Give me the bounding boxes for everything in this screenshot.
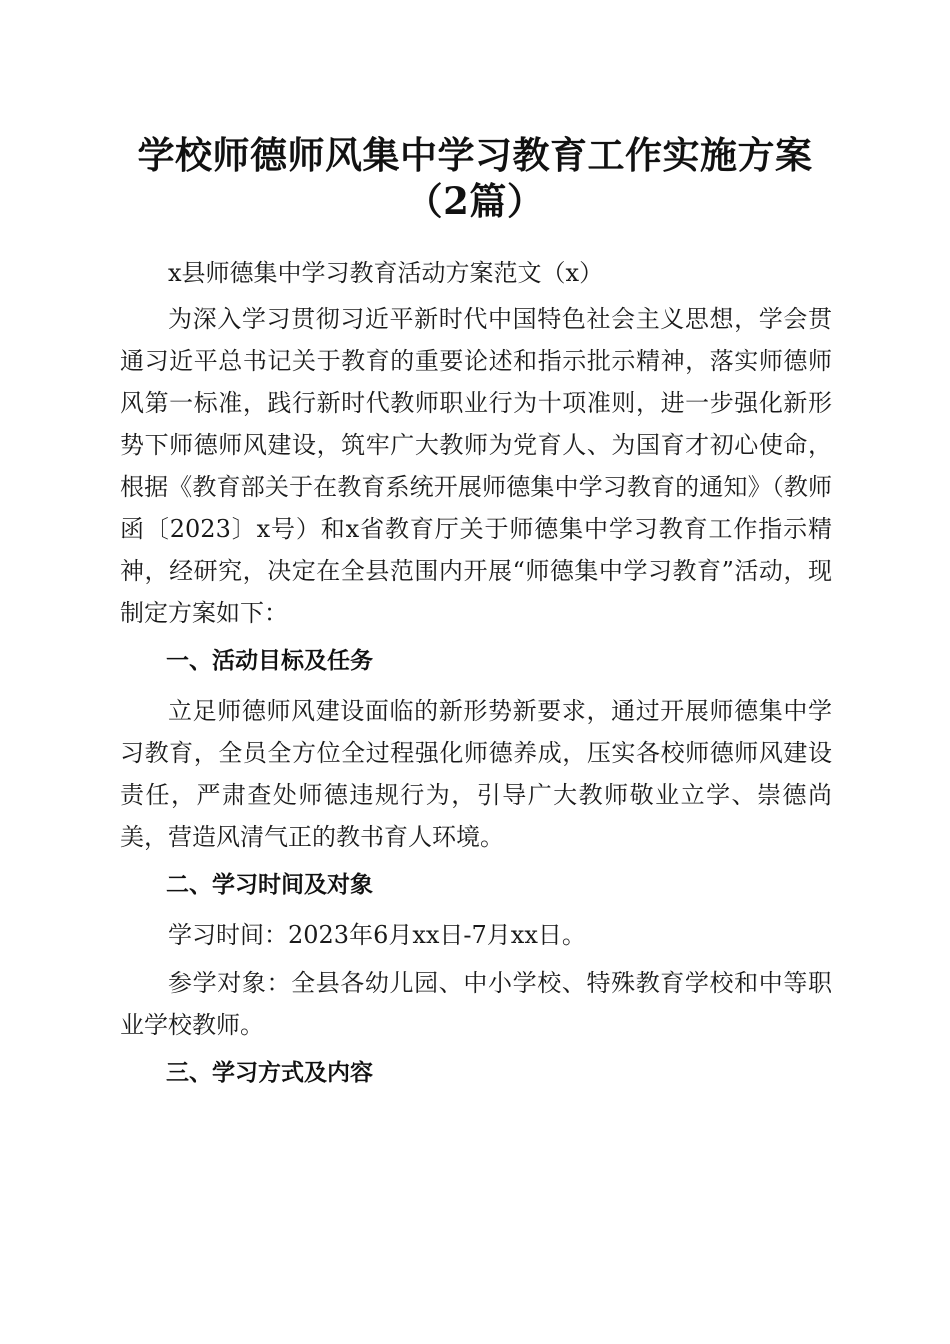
intro-paragraph: 为深入学习贯彻习近平新时代中国特色社会主义思想，学会贯通习近平总书记关于教育的重要论述和指示批示精神，落实师德师风第一标准，践行新时代教师职业行为十项准则，进一步强化新形势下师德师风建设，筑牢广大教师为党育人、为国育才初心使命，根据《教育部关于在教育系统开展师德集中学习教育的通知》（教师函〔2023〕x号）和x省教育厅关于师德集中学习教育工作指示精神，经研究，决定在全县范围内开展“师德集中学习教育”活动，现制定方案如下： <box>120 305 832 627</box>
section-1-heading: 一、活动目标及任务 <box>166 648 373 674</box>
document-body <box>120 252 832 1102</box>
section-2-heading: 二、学习时间及对象 <box>166 872 373 898</box>
study-time-paragraph: 学习时间：2023年6月xx日-7月xx日。 <box>168 921 586 949</box>
section-1-paragraph: 立足师德师风建设面临的新形势新要求，通过开展师德集中学习教育，全员全方位全过程强化师德养成，压实各校师德师风建设责任，严肃查处师德违规行为，引导广大教师敬业立学、崇德尚美，营造风清气正的教书育人环境。 <box>120 697 832 851</box>
document-title: 学校师德师风集中学习教育工作实施方案（2篇） <box>137 133 813 223</box>
participants-paragraph: 参学对象：全县各幼儿园、中小学校、特殊教育学校和中等职业学校教师。 <box>120 969 832 1039</box>
section-3-heading: 三、学习方式及内容 <box>166 1060 373 1086</box>
subtitle-paragraph: x县师德集中学习教育活动方案范文（x） <box>168 259 604 287</box>
